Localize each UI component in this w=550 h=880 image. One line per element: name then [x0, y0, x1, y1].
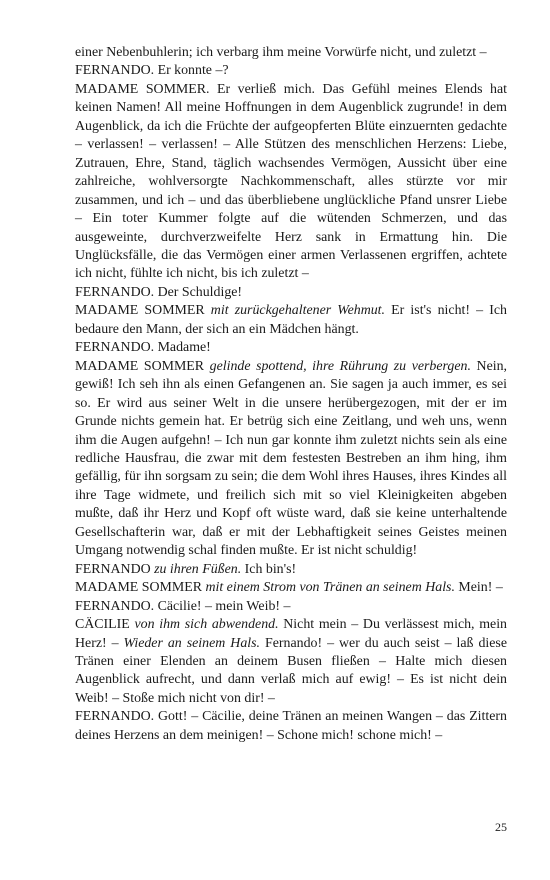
paragraph — [75, 284, 507, 302]
paragraph-text: Nicht mein – Du verlässest mich, mein Herz! – — [75, 617, 507, 651]
paragraph-text: Madame! — [154, 340, 211, 356]
speaker-name: FERNANDO. — [75, 598, 155, 614]
speaker-name: FERNANDO — [75, 561, 151, 577]
speaker-name: FERNANDO. — [75, 284, 155, 300]
paragraph — [75, 598, 507, 616]
paragraph — [75, 44, 507, 62]
stage-direction: mit einem Strom von Tränen an seinem Hals. — [201, 580, 455, 596]
paragraph-text: Fernando! – wer du auch seist – laß diese Tränen einer Elenden an deinem Busen fließen – Halte mich diesen Augenblick aufrecht, und dann verlaß mich auf ewig! – Es ist nicht dein Weib! – Stoße mich nicht von dir! – — [75, 635, 507, 706]
stage-direction: mit zurückgehaltener Wehmut. — [204, 303, 386, 319]
paragraph-text: Ich bin's! — [241, 561, 297, 577]
paragraph-text: Der Schuldige! — [154, 284, 243, 300]
page-number: 25 — [495, 820, 507, 834]
paragraph — [75, 579, 507, 597]
stage-direction: Wieder an seinem Hals. — [118, 635, 261, 651]
paragraph-text: Cäcilie! – mein Weib! – — [154, 598, 291, 614]
speaker-name: MADAME SOMMER — [75, 358, 205, 374]
stage-direction: von ihm sich abwendend. — [129, 617, 279, 633]
speaker-name: MADAME SOMMER — [75, 303, 205, 319]
paragraph — [75, 561, 507, 579]
speaker-name: CÄCILIE — [75, 617, 130, 633]
paragraph — [75, 358, 507, 561]
paragraph-text: Er ist's nicht! – Ich bedaure den Mann, der sich an ein Mädchen hängt. — [75, 303, 507, 337]
paragraph-text: Mein! – — [454, 580, 503, 596]
stage-direction: zu ihren Füßen. — [150, 561, 242, 577]
stage-direction: gelinde spottend, ihre Rührung zu verbergen. — [204, 358, 471, 374]
paragraph-text: Gott! – Cäcilie, deine Tränen an meinen Wangen – das Zittern deines Herzens an dem meinigen! – Schone mich! schone mich! – — [75, 709, 507, 743]
page-text — [75, 44, 507, 745]
paragraph — [75, 302, 507, 339]
speaker-name: MADAME SOMMER — [75, 580, 202, 596]
speaker-name: MADAME SOMMER. — [75, 81, 210, 97]
paragraph — [75, 339, 507, 357]
paragraph-text: Er konnte –? — [154, 63, 229, 79]
paragraph-text: einer Nebenbuhlerin; ich verbarg ihm meine Vorwürfe nicht, und zuletzt – — [75, 45, 487, 60]
paragraph — [75, 81, 507, 284]
paragraph — [75, 616, 507, 708]
paragraph-text: Er verließ mich. Das Gefühl meines Elends hat keinen Namen! All meine Hoffnungen in dem Augenblick zugrunde! in dem Augenblick, da ich die Früchte der aufgeopferten Blüte einzuernten gedachte – verlassen! – verlassen! – Alle Stützen des menschlichen Herzens: Liebe, Zutrauen, Ehre, Stand, täglich wachsendes Vermögen, Aussicht über eine zahlreiche, wohlversorgte Nachkommenschaft, alles stürzte vor mir zusammen, und ich – und das überbliebene unglückliche Pfand unsrer Liebe – Ein toter Kummer folgte auf die wütenden Schmerzen, und das ausgeweinte, durchverzweifelte Herz sank in Ermattung hin. Die Unglücksfälle, die das Vermögen einer armen Verlassenen ergriffen, achtete ich nicht, fühlte ich nicht, bis ich zuletzt – — [75, 81, 507, 282]
speaker-name: FERNANDO. — [75, 63, 155, 79]
paragraph — [75, 62, 507, 80]
paragraph — [75, 708, 507, 745]
speaker-name: FERNANDO. — [75, 340, 155, 356]
speaker-name: FERNANDO. — [75, 709, 155, 725]
paragraph-text: Nein, gewiß! Ich seh ihn als einen Gefangenen an. Sie sagen ja auch immer, es sei so. Er wird aus seiner Welt in die unsere herübergezogen, mit der er im Grunde nichts gemein hat. Er betrüg sich eine Zeitlang, und weh uns, wenn ihm die Augen aufgehn! – Ich nun gar konnte ihm zuletzt nichts sein als eine redliche Hausfrau, die zwar mit dem festesten Bestreben an ihm hing, ihm gefällig, für ihn sorgsam zu sein; die dem Wohl ihres Hauses, ihres Kindes all ihre Tage widmete, und freilich sich mit so viel Kleinigkeiten abgeben mußte, daß ihr Herz und Kopf oft wüste ward, daß sie keine unterhaltende Gesellschafterin war, daß er mit der Lebhaftigkeit seines Geistes meinen Umgang notwendig schal finden mußte. Er ist nicht schuldig! — [75, 358, 508, 559]
